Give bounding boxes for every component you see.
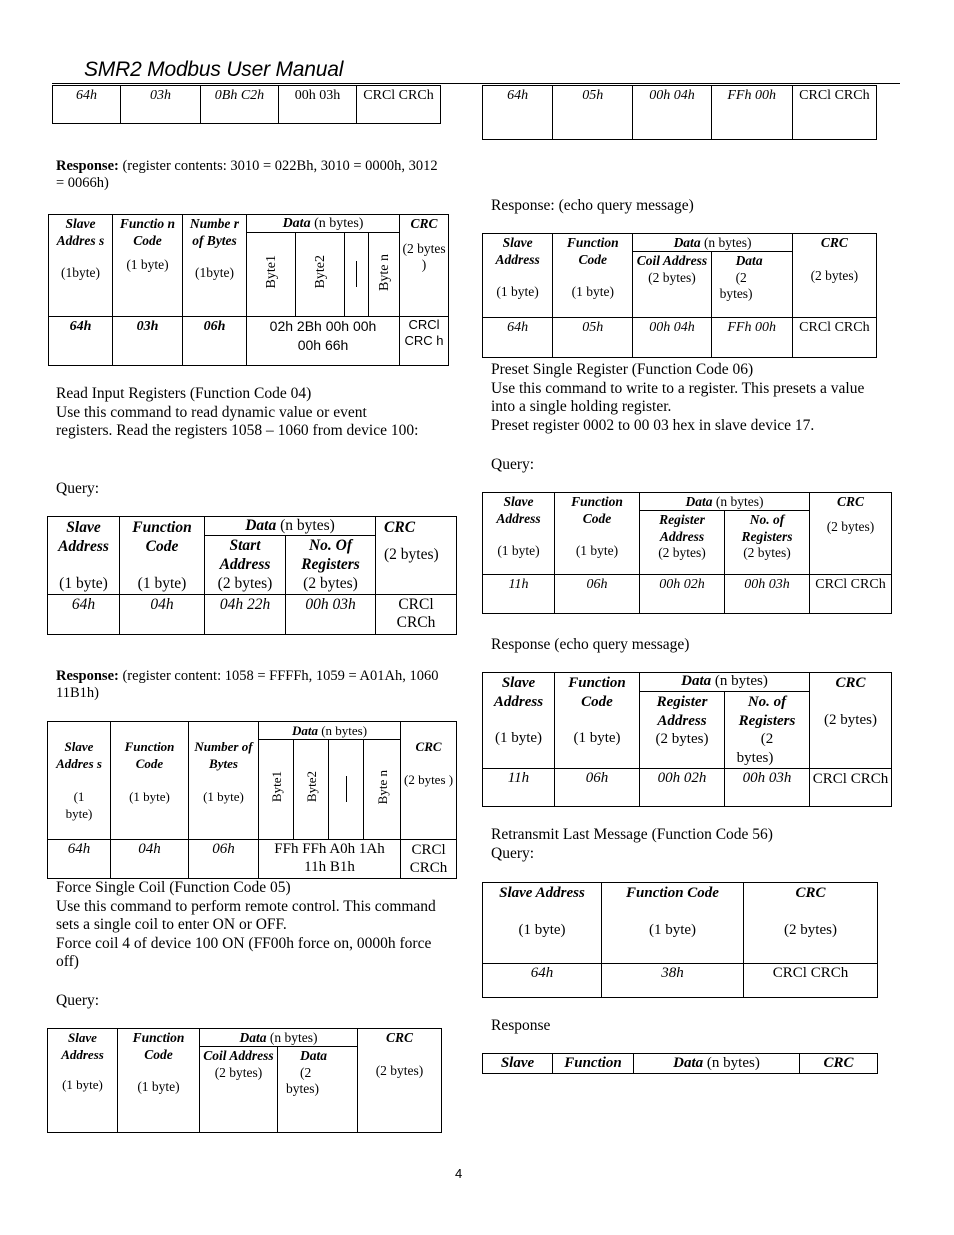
table-cell: 06h: [189, 840, 259, 879]
col-function-code: Function Code (1 byte): [120, 517, 205, 595]
section-heading: Preset Single Register (Function Code 06): [491, 361, 754, 378]
table-cell: 03h: [121, 86, 201, 124]
table-cell: 64h: [483, 86, 553, 140]
section-body: Use this command to perform remote control. This command sets a single coil to enter ON or OFF.: [56, 897, 436, 933]
col-number-of-bytes: Numbe r of Bytes (1byte): [183, 215, 247, 317]
table-row: [49, 317, 449, 366]
table-cell: FFh FFh A0h 1Ah 11h B1h: [259, 840, 401, 879]
col-function: Function: [553, 1054, 634, 1074]
table-cell: 04h: [111, 840, 189, 879]
col-byte2: Byte2: [294, 740, 329, 840]
section-read-input: [56, 385, 426, 441]
table-cell: 06h: [555, 575, 640, 614]
table-fc05-query-tail: [482, 85, 877, 140]
col-no-of-registers: No. of Registers (2 bytes): [725, 511, 810, 575]
col-function-code: Functio n Code (1 byte): [113, 215, 183, 317]
col-data: Data (n bytes): [259, 722, 401, 740]
table-row: [483, 86, 877, 140]
col-crc: CRC (2 bytes): [810, 673, 892, 769]
table-row: [483, 769, 892, 807]
col-slave-address: Slave Address (1 byte): [483, 883, 602, 964]
response-text: : (echo query message): [550, 197, 694, 214]
table-cell: CRCl CRCh: [792, 318, 876, 358]
title-rule: [52, 83, 900, 84]
response-label: Response:: [56, 158, 119, 174]
table-cell: CRCl CRCh: [810, 575, 892, 614]
table-fc56-query: [482, 882, 878, 998]
table-row: [48, 840, 457, 879]
section-body: Preset register 0002 to 00 03 hex in slave device 17.: [491, 416, 815, 434]
table-cell: 00h 02h: [640, 575, 725, 614]
table-cell: 06h: [555, 769, 640, 807]
section-heading: Force Single Coil (Function Code 05): [56, 879, 291, 896]
col-function-code: Function Code (1 byte): [555, 673, 640, 769]
col-byten: Byte n: [369, 233, 400, 317]
table-row: [483, 318, 877, 358]
col-register-address: Register Address (2 bytes): [640, 692, 725, 769]
col-ellipsis: [345, 233, 369, 317]
table-cell: CRCl CRCh: [401, 840, 457, 879]
response-fc05: [491, 197, 694, 216]
col-function-code: Function Code (1 byte): [602, 883, 744, 964]
table-cell: CRCl CRCh: [810, 769, 892, 807]
table-cell: 00h 02h: [640, 769, 725, 807]
table-cell: 0Bh C2h: [201, 86, 279, 124]
col-slave-address: Slave Addres s (1 byte): [48, 722, 111, 840]
table-fc03-query-tail: [52, 85, 441, 124]
table-cell: 05h: [553, 86, 633, 140]
table-cell: 11h: [483, 575, 555, 614]
col-slave-address: Slave Address (1 byte): [48, 517, 120, 595]
table-fc04-query: [47, 516, 457, 635]
query-label: Query:: [491, 456, 535, 473]
query-label: Query:: [491, 844, 535, 862]
section-heading: Retransmit Last Message (Function Code 56): [491, 826, 773, 843]
col-function-code: Function Code (1 byte): [553, 234, 633, 318]
col-slave-address: Slave Address (1 byte): [483, 234, 553, 318]
table-fc05-query: [47, 1028, 442, 1133]
query-label: Query:: [56, 992, 100, 1009]
col-data: Data (n bytes): [634, 1054, 800, 1074]
table-cell: 00h 03h: [725, 769, 810, 807]
col-byte2: Byte2: [296, 233, 345, 317]
table-row: [483, 575, 892, 614]
table-fc06-response: [482, 672, 892, 807]
col-number-of-bytes: Number of Bytes (1 byte): [189, 722, 259, 840]
col-byte1: Byte1: [259, 740, 294, 840]
col-function-code: Function Code (1 byte): [118, 1029, 200, 1133]
table-cell: 64h: [48, 595, 120, 635]
response-text: (register content: 1058 = FFFFh, 1059 = A01Ah, 1060 11B1h): [56, 668, 439, 701]
col-no-of-registers: No. of Registers (2 bytes): [725, 692, 810, 769]
table-cell: 04h: [120, 595, 205, 635]
table-cell: 11h: [483, 769, 555, 807]
table-fc03-response: [48, 214, 449, 366]
table-cell: 00h 04h: [633, 86, 711, 140]
col-coil-address: Coil Address (2 bytes): [633, 252, 711, 318]
col-slave: Slave: [483, 1054, 553, 1074]
response-text: (echo query message): [550, 636, 690, 653]
table-fc05-response: [482, 233, 877, 358]
col-crc: CRC (2 bytes): [376, 517, 457, 595]
table-cell: 02h 2Bh 00h 00h 00h 66h: [247, 317, 400, 366]
query-label: Query:: [56, 480, 100, 497]
col-crc: CRC (2 bytes ): [401, 722, 457, 840]
table-cell: 64h: [48, 840, 111, 879]
response-label: Response:: [56, 668, 119, 684]
table-cell: 00h 03h: [725, 575, 810, 614]
page-number: 4: [455, 1166, 463, 1181]
section-heading: Read Input Registers (Function Code 04): [56, 385, 312, 402]
section-body: Use this command to read dynamic value or event registers. Read the registers 1058 – 1060 from device 100:: [56, 403, 419, 439]
table-row: [483, 964, 878, 998]
response-text: (register contents: 3010 = 022Bh, 3010 = 0000h, 3012 = 0066h): [56, 158, 438, 191]
col-slave-address: Slave Address (1 byte): [483, 493, 555, 575]
col-crc: CRC: [800, 1054, 878, 1074]
table-cell: 03h: [113, 317, 183, 366]
col-byte1: Byte1: [247, 233, 296, 317]
col-coil-address: Coil Address (2 bytes): [200, 1047, 278, 1133]
col-coil-data: Data (2 bytes): [278, 1047, 358, 1133]
section-force-coil: [56, 879, 436, 972]
section-retransmit: [491, 826, 891, 863]
section-body: Force coil 4 of device 100 ON (FF00h force on, 0000h force off): [56, 934, 432, 970]
response-fc06: [491, 636, 689, 655]
col-function-code: Function Code (1 byte): [555, 493, 640, 575]
col-data: Data (n bytes): [205, 517, 376, 536]
section-body: Use this command to write to a register. This presets a value into a single holding register.: [491, 379, 865, 415]
response-fc03: [56, 158, 446, 192]
col-ellipsis: [329, 740, 364, 840]
table-cell: 64h: [483, 964, 602, 998]
table-cell: 04h 22h: [205, 595, 286, 635]
table-cell: 64h: [53, 86, 121, 124]
table-fc06-query: [482, 492, 892, 614]
col-crc: CRC (2 bytes): [744, 883, 878, 964]
col-register-address: Register Address (2 bytes): [640, 511, 725, 575]
col-slave-address: Slave Address (1 byte): [483, 673, 555, 769]
table-row: [53, 86, 441, 124]
table-cell: 64h: [49, 317, 113, 366]
col-data: Data (n bytes): [200, 1029, 358, 1047]
col-function-code: Function Code (1 byte): [111, 722, 189, 840]
col-crc: CRC (2 bytes): [358, 1029, 442, 1133]
col-data: Data (n bytes): [640, 673, 810, 692]
col-no-of-registers: No. Of Registers (2 bytes): [286, 536, 376, 595]
col-slave-address: Slave Addres s (1byte): [49, 215, 113, 317]
table-cell: CRCl CRCh: [744, 964, 878, 998]
table-cell: FFh 00h: [711, 86, 792, 140]
col-crc: CRC (2 bytes ): [400, 215, 449, 317]
response-fc56: Response: [491, 1017, 551, 1034]
table-cell: CRCl CRCh: [376, 595, 457, 635]
table-cell: 05h: [553, 318, 633, 358]
col-slave-address: Slave Address (1 byte): [48, 1029, 118, 1133]
col-start-address: Start Address (2 bytes): [205, 536, 286, 595]
table-cell: 00h 03h: [279, 86, 357, 124]
col-data: Data (n bytes): [640, 493, 810, 511]
col-crc: CRC (2 bytes): [792, 234, 876, 318]
table-fc56-response: [482, 1053, 878, 1074]
col-data: Data (n bytes): [633, 234, 792, 252]
col-crc: CRC (2 bytes): [810, 493, 892, 575]
table-row: [48, 595, 457, 635]
table-cell: CRCl CRC h: [400, 317, 449, 366]
table-cell: 00h 04h: [633, 318, 711, 358]
col-coil-data: Data (2 bytes): [711, 252, 792, 318]
table-fc04-response: [47, 721, 457, 879]
table-cell: 38h: [602, 964, 744, 998]
col-data: Data (n bytes): [247, 215, 400, 233]
table-cell: FFh 00h: [711, 318, 792, 358]
page-title: SMR2 Modbus User Manual: [84, 58, 344, 81]
table-cell: 06h: [183, 317, 247, 366]
section-preset-register: [491, 361, 891, 435]
response-fc04: [56, 668, 446, 702]
table-cell: CRCl CRCh: [357, 86, 441, 124]
response-label: Response: [491, 197, 551, 214]
table-cell: 00h 03h: [286, 595, 376, 635]
response-label: Response: [491, 636, 551, 653]
table-cell: 64h: [483, 318, 553, 358]
table-cell: CRCl CRCh: [792, 86, 876, 140]
col-byten: Byte n: [364, 740, 401, 840]
